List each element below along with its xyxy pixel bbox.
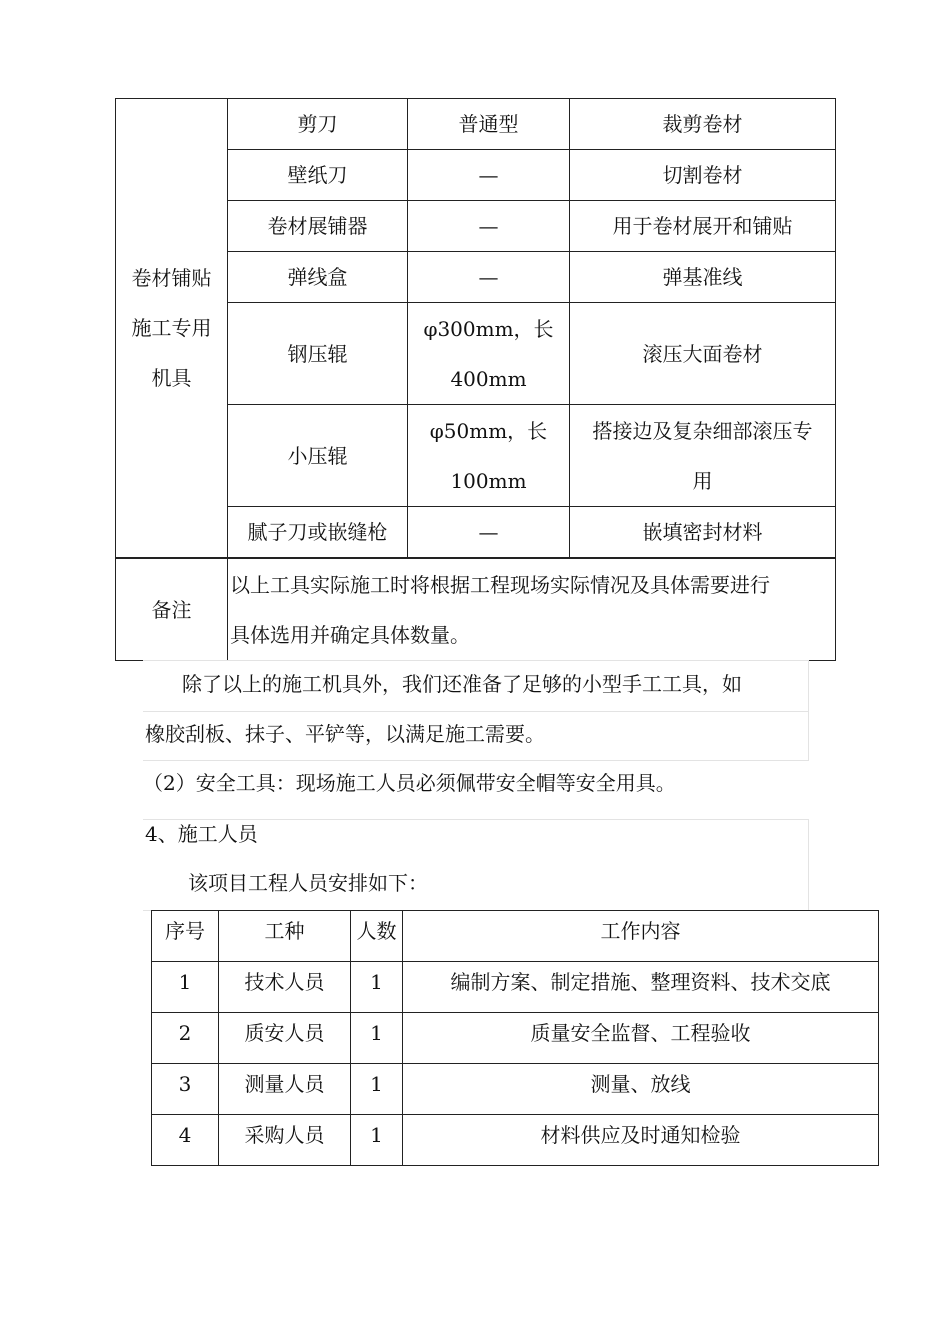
staff-table (151, 910, 879, 1166)
cell-role: 采购人员 (219, 1115, 351, 1166)
tool-spec (408, 405, 570, 507)
tool-use: 裁剪卷材 (570, 99, 836, 150)
tool-name: 腻子刀或嵌缝枪 (228, 507, 408, 558)
tool-spec-line: φ50mm，长 (429, 418, 548, 443)
cell-count: 1 (351, 1115, 403, 1166)
tool-use: 弹基准线 (570, 252, 836, 303)
category-line: 卷材铺贴 (131, 266, 212, 290)
cell-role: 测量人员 (219, 1064, 351, 1115)
staff-intro: 该项目工程人员安排如下： (188, 871, 428, 895)
cell-duty: 测量、放线 (403, 1064, 879, 1115)
table-row (152, 1013, 879, 1064)
safety-tools-text: （2）安全工具：现场施工人员必须佩带安全帽等安全用具。 (143, 771, 676, 795)
cell-role: 质安人员 (219, 1013, 351, 1064)
cell-role: 技术人员 (219, 962, 351, 1013)
tool-use: 滚压大面卷材 (570, 303, 836, 405)
cell-duty: 质量安全监督、工程验收 (403, 1013, 879, 1064)
cell-count: 1 (351, 962, 403, 1013)
tool-use-line: 搭接边及复杂细部滚压专 (592, 418, 813, 443)
tool-spec: — (408, 507, 570, 558)
col-header: 工种 (219, 911, 351, 962)
tool-spec-line: 400mm (450, 366, 527, 391)
tool-use (570, 405, 836, 507)
cell-duty: 材料供应及时通知检验 (403, 1115, 879, 1166)
cell-index: 3 (152, 1064, 219, 1115)
cell-count: 1 (351, 1064, 403, 1115)
category-line: 施工专用 (131, 316, 212, 340)
tool-spec: — (408, 252, 570, 303)
tool-use: 用于卷材展开和铺贴 (570, 201, 836, 252)
tool-spec-line: φ300mm，长 (423, 316, 554, 341)
tool-spec: — (408, 201, 570, 252)
remark-line: 以上工具实际施工时将根据工程现场实际情况及具体需要进行 (230, 572, 770, 597)
tool-spec: — (408, 150, 570, 201)
tools-extra-line-2: 橡胶刮板、抹子、平铲等，以满足施工需要。 (145, 722, 545, 746)
table-row (152, 1064, 879, 1115)
cell-count: 1 (351, 1013, 403, 1064)
category-line: 机具 (151, 366, 192, 390)
tool-use: 切割卷材 (570, 150, 836, 201)
cell-duty: 编制方案、制定措施、整理资料、技术交底 (403, 962, 879, 1013)
tool-name: 弹线盒 (228, 252, 408, 303)
tool-name: 卷材展铺器 (228, 201, 408, 252)
remark-content (228, 559, 836, 661)
remark-line: 具体选用并确定具体数量。 (230, 622, 470, 647)
tool-use: 嵌填密封材料 (570, 507, 836, 558)
cell-index: 4 (152, 1115, 219, 1166)
table-row (152, 1115, 879, 1166)
remark-label: 备注 (116, 559, 228, 661)
col-header: 工作内容 (403, 911, 879, 962)
staff-header-row (152, 911, 879, 962)
tool-spec-line: 100mm (450, 468, 527, 493)
remark-table (115, 558, 836, 661)
tool-name: 剪刀 (228, 99, 408, 150)
tool-name: 壁纸刀 (228, 150, 408, 201)
tool-name: 小压辊 (228, 405, 408, 507)
col-header: 人数 (351, 911, 403, 962)
tool-name: 钢压辊 (228, 303, 408, 405)
cell-index: 1 (152, 962, 219, 1013)
category-cell (116, 99, 228, 558)
tool-spec: 普通型 (408, 99, 570, 150)
col-header: 序号 (152, 911, 219, 962)
tools-table (115, 98, 836, 558)
tool-spec (408, 303, 570, 405)
cell-index: 2 (152, 1013, 219, 1064)
section-title: 4、施工人员 (145, 822, 258, 846)
table-row (152, 962, 879, 1013)
tools-extra-line-1: 除了以上的施工机具外，我们还准备了足够的小型手工工具，如 (182, 672, 742, 696)
tool-use-line: 用 (692, 468, 713, 493)
